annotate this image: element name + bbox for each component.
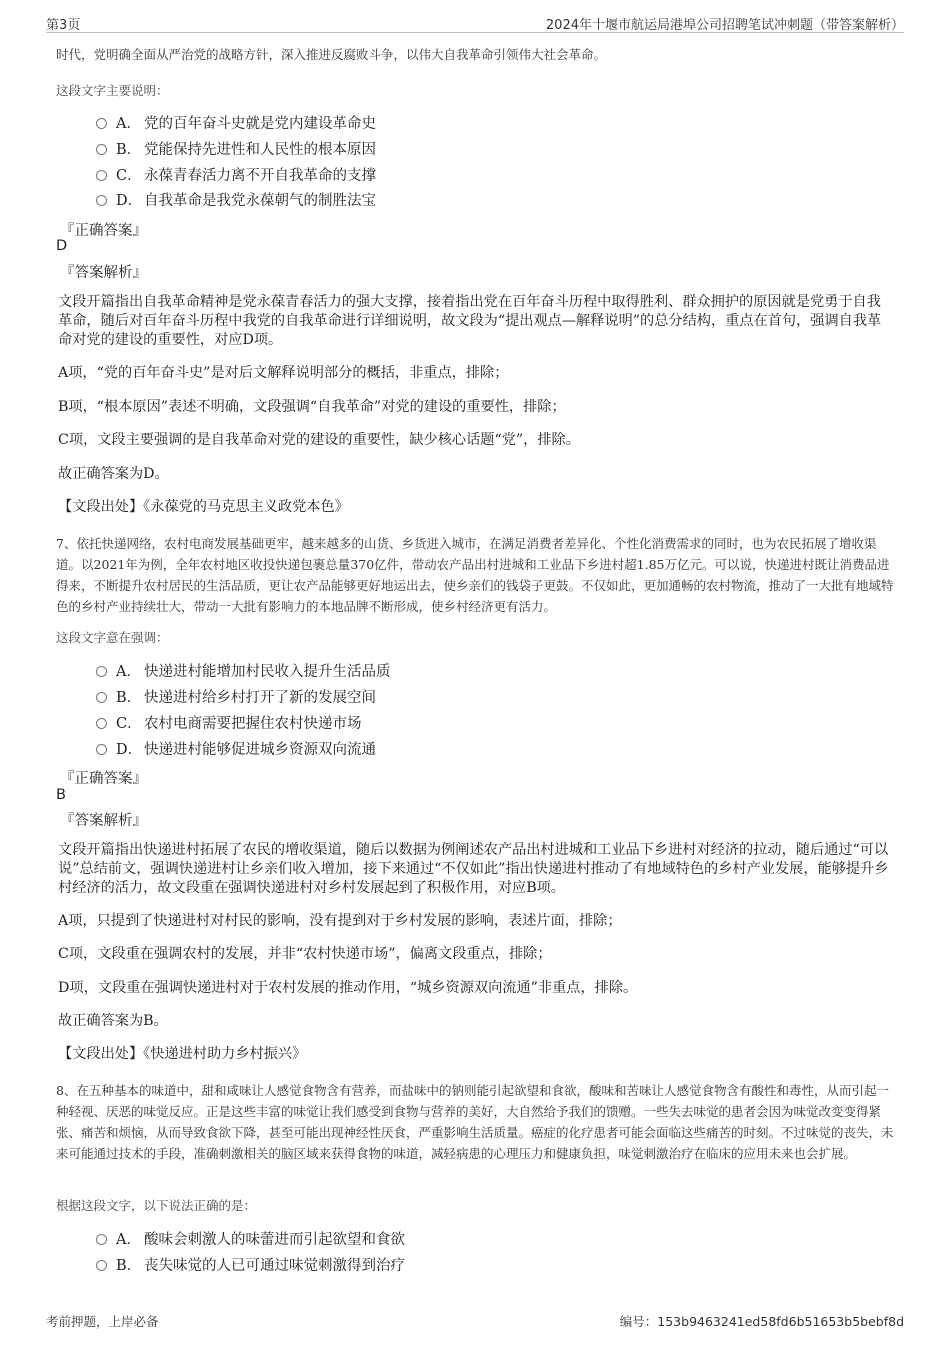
page-number: 第3页 [46, 18, 81, 33]
radio-icon[interactable] [96, 144, 107, 155]
radio-icon[interactable] [96, 692, 107, 703]
q6-option-a[interactable]: A． 党的百年奋斗史就是党内建设革命史 [96, 113, 796, 135]
q6-analysis-main: 文段开篇指出自我革命精神是党永葆青春活力的强大支撑，接着指出党在百年奋斗历程中取得胜利、群众拥护的原因就是党勇于自我革命，随后对百年奋斗历程中我党的自我革命进行详细说明，故文段为“提出观点—解释说明”的总分结构，重点在首句，强调自我革命对党的建设的重要性，对应D项。 [58, 294, 882, 348]
radio-icon[interactable] [96, 1234, 107, 1245]
radio-icon[interactable] [96, 666, 107, 677]
radio-icon[interactable] [96, 118, 107, 129]
q6-answer: D [56, 238, 68, 254]
q6-analysis-b: B项，“根本原因”表述不明确，文段强调“自我革命”对党的建设的重要性，排除； [58, 399, 566, 415]
document-id-value: 153b9463241ed58fd6b51653b5bebf8d [657, 1314, 904, 1329]
q8-option-a[interactable]: A． 酸味会刺激人的味蕾进而引起欲望和食欲 [96, 1229, 796, 1251]
q8-stem: 8、在五种基本的味道中，甜和咸味让人感觉食物含有营养，而盐味中的钠则能引起欲望和食欲，酸味和苦味让人感觉食物含有酸性和毒性，从而引起一种轻视、厌恶的味觉反应。正是这些丰富的味觉让我们感受到食物与营养的美好，大自然给予我们的馈赠。一些失去味觉的患者会因为味觉改变变得紧张、痛苦和烦恼，从而导致食欲下降，甚至可能出现神经性厌食，严重影响生活质量。癌症的化疗患者可能会面临这些痛苦的时刻。不过味觉的丧失，未来可能通过技术的手段，准确刺激相关的脑区域来获得食物的味道，减轻病患的心理压力和健康负担，味觉刺激治疗在临床的应用未来也会扩展。 [56, 1083, 894, 1161]
q7-stem: 7、依托快递网络，农村电商发展基础更牢，越来越多的山货、乡货进入城市，在满足消费者差异化、个性化消费需求的同时，也为农民拓展了增收渠道。以2021年为例，全年农村地区收投快递包裹总量370亿件，带动农产品出村进城和工业品下乡进村超1.85万亿元。可以说，快递进村既让消费品进得来，不断提升农村居民的生活品质，更让农产品能够更好地运出去，使乡亲们的钱袋子更鼓。不仅如此，更加通畅的农村物流，推动了一大批有地域特色的乡村产业持续壮大，带动一大批有影响力的本地品牌不断形成，使乡村经济更有活力。 [56, 536, 894, 614]
document-id [620, 1312, 904, 1330]
q7-answer-label: 『正确答案』 [60, 771, 147, 787]
q8-option-b[interactable]: B． 丧失味觉的人已可通过味觉刺激得到治疗 [96, 1255, 796, 1277]
q6-analysis-c: C项，文段主要强调的是自我革命对党的建设的重要性，缺少核心话题“党”，排除。 [58, 432, 580, 448]
footer-slogan: 考前押题，上岸必备 [46, 1314, 159, 1329]
q7-analysis-main: 文段开篇指出快递进村拓展了农民的增收渠道，随后以数据为例阐述农产品出村进城和工业品下乡进村对经济的拉动，随后通过“可以说”总结前文，强调快递进村让乡亲们收入增加，接下来通过“不仅如此”指出快递进村推动了有地域特色的乡村产业发展，能够提升乡村经济的活力，故文段重在强调快递进村对乡村发展起到了积极作用，对应B项。 [58, 842, 889, 896]
q6-prompt: 这段文字主要说明： [56, 83, 169, 98]
q6-stem-tail: 时代，党明确全面从严治党的战略方针，深入推进反腐败斗争，以伟大自我革命引领伟大社会革命。 [56, 47, 607, 62]
q8-prompt: 根据这段文字，以下说法正确的是： [56, 1198, 257, 1213]
q7-answer: B [56, 787, 66, 803]
radio-icon[interactable] [96, 195, 107, 206]
page-footer [46, 1312, 904, 1332]
radio-icon[interactable] [96, 170, 107, 181]
radio-icon[interactable] [96, 744, 107, 755]
q7-option-c[interactable]: C． 农村电商需要把握住农村快递市场 [96, 713, 796, 735]
q7-prompt: 这段文字意在强调： [56, 630, 169, 645]
document-id-label: 编号： [619, 1314, 658, 1329]
q6-option-b[interactable]: B． 党能保持先进性和人民性的根本原因 [96, 139, 796, 161]
radio-icon[interactable] [96, 1260, 107, 1271]
q6-analysis-a: A项，“党的百年奋斗史”是对后文解释说明部分的概括，非重点，排除； [58, 365, 509, 381]
q7-analysis-d: D项，文段重在强调快递进村对于农村发展的推动作用，“城乡资源双向流通”非重点，排除。 [58, 980, 638, 996]
q6-source: 【文段出处】《永葆党的马克思主义政党本色》 [58, 499, 349, 515]
page-header [46, 12, 904, 33]
q6-analysis-conclusion: 故正确答案为D。 [58, 466, 169, 482]
q6-analysis-label: 『答案解析』 [60, 265, 147, 281]
q7-option-d[interactable]: D． 快递进村能够促进城乡资源双向流通 [96, 739, 796, 761]
q7-analysis-a: A项，只提到了快递进村对村民的影响，没有提到对于乡村发展的影响，表述片面，排除； [58, 913, 622, 929]
q7-option-b[interactable]: B． 快递进村给乡村打开了新的发展空间 [96, 687, 796, 709]
q7-analysis-c: C项，文段重在强调农村的发展，并非“农村快递市场”，偏离文段重点，排除； [58, 946, 552, 962]
radio-icon[interactable] [96, 718, 107, 729]
q7-analysis-conclusion: 故正确答案为B。 [58, 1013, 168, 1029]
document-title: 2024年十堰市航运局港埠公司招聘笔试冲刺题（带答案解析） [545, 18, 904, 33]
q6-option-d[interactable]: D． 自我革命是我党永葆朝气的制胜法宝 [96, 190, 796, 212]
q7-analysis-label: 『答案解析』 [60, 813, 147, 829]
q6-option-c[interactable]: C． 永葆青春活力离不开自我革命的支撑 [96, 165, 796, 187]
q7-source: 【文段出处】《快递进村助力乡村振兴》 [58, 1046, 307, 1062]
q6-answer-label: 『正确答案』 [60, 223, 147, 239]
q7-option-a[interactable]: A． 快递进村能增加村民收入提升生活品质 [96, 661, 796, 683]
